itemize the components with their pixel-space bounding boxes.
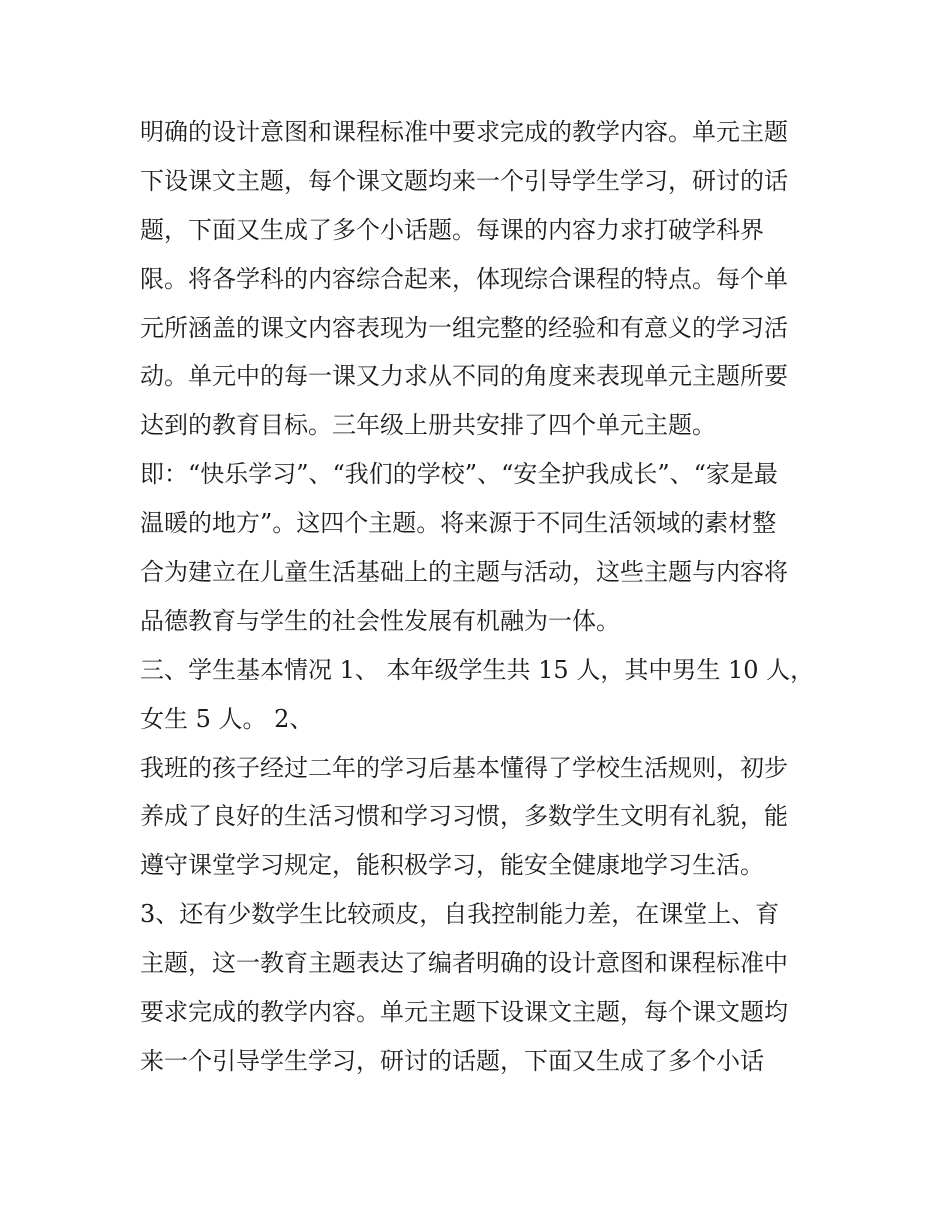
text-line: 元所涵盖的课文内容表现为一组完整的经验和有意义的学习活 — [140, 313, 788, 342]
text-line: 遵守课堂学习规定，能积极学习，能安全健康地学习生活。 — [140, 851, 764, 880]
text-line: 我班的孩子经过二年的学习后基本懂得了学校生活规则，初步 — [140, 753, 788, 782]
text-line: 三、学生基本情况 1、 本年级学生共 15 人，其中男生 10 人， — [140, 655, 815, 684]
text-line: 来一个引导学生学习，研讨的话题，下面又生成了多个小话 — [140, 1046, 764, 1075]
text-line: 温暖的地方”。这四个主题。将来源于不同生活领域的素材整 — [140, 509, 777, 538]
text-line: 女生 5 人。 2、 — [140, 704, 314, 733]
text-line: 品德教育与学生的社会性发展有机融为一体。 — [140, 606, 620, 635]
text-line: 下设课文主题，每个课文题均来一个引导学生学习，研讨的话 — [140, 166, 788, 195]
text-line: 即：“快乐学习”、“我们的学校”、“安全护我成长”、“家是最 — [140, 460, 778, 489]
body-text — [140, 108, 840, 1086]
text-line: 题，下面又生成了多个小话题。每课的内容力求打破学科界 — [140, 215, 764, 244]
text-line: 合为建立在儿童生活基础上的主题与活动，这些主题与内容将 — [140, 558, 788, 587]
text-line: 养成了良好的生活习惯和学习习惯，多数学生文明有礼貌，能 — [140, 802, 788, 831]
text-line: 达到的教育目标。三年级上册共安排了四个单元主题。 — [140, 411, 716, 440]
text-line: 3、还有少数学生比较顽皮，自我控制能力差，在课堂上、育 — [140, 900, 780, 929]
text-line: 要求完成的教学内容。单元主题下设课文主题，每个课文题均 — [140, 998, 788, 1027]
text-line: 动。单元中的每一课又力求从不同的角度来表现单元主题所要 — [140, 362, 788, 391]
text-line: 明确的设计意图和课程标准中要求完成的教学内容。单元主题 — [140, 118, 788, 146]
text-line: 主题，这一教育主题表达了编者明确的设计意图和课程标准中 — [140, 949, 788, 978]
text-line: 限。将各学科的内容综合起来，体现综合课程的特点。每个单 — [140, 264, 788, 293]
